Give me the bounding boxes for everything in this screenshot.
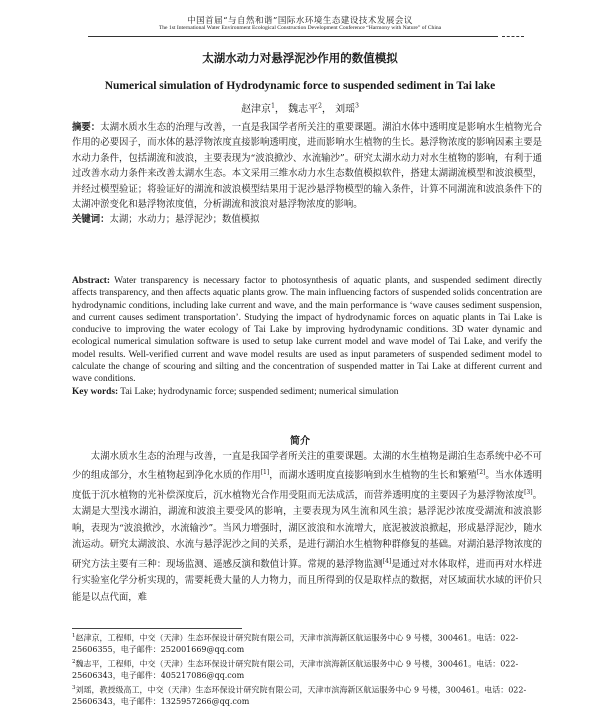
- keywords-en-label: Key words:: [72, 386, 119, 397]
- footnote-mark: 2: [72, 659, 76, 665]
- conference-header-cn: 中国首届“与自然和谐”国际水环境生态建设技术发展会议: [187, 16, 413, 26]
- intro-text: 太湖水质水生态的治理与改善，一直是我国学者所关注的重要课题。太湖的水生植物是湖泊生态系统中必不可少的组成部分，水生植物起到净化水质的作用: [72, 451, 542, 482]
- conference-header-en: The 1st International Water Environment Ecological Construction Development Conference “Harmony with Nature” of China: [158, 25, 442, 31]
- header-rule: [88, 36, 498, 37]
- author-name: 刘瑶: [335, 104, 356, 115]
- citation-ref: [1]: [260, 469, 270, 477]
- footnote: [72, 683, 542, 708]
- author-name: 魏志平: [288, 104, 319, 115]
- author-mark: 2: [318, 102, 322, 110]
- author-mark: 1: [271, 102, 275, 110]
- footnote-text: 赵津京，工程师，中交（天津）生态环保设计研究院有限公司，天津市滨海新区航运服务中心 9 号楼，300461。电话：022-25606355，电子邮件：252001669@qq.com: [72, 633, 519, 655]
- author-name: 赵津京: [241, 104, 272, 115]
- intro-text: 是通过对水体取样，进而再对水样进行实验室化学分析实现的，需要耗费大量的人力物力，而且所得到的仅是取样点的数据，对区域面状水域的评价只能是以点代面，难: [72, 558, 542, 603]
- keywords-cn: 太湖；水动力；悬浮泥沙；数值模拟: [109, 214, 260, 226]
- citation-ref: [4]: [382, 557, 392, 565]
- footnote-text: 刘瑶，教授级高工，中交（天津）生态环保设计研究院有限公司，天津市滨海新区航运服务中心 9 号楼，300461。电话：022-25606343，电子邮件：1325957266@qq.com: [72, 685, 527, 707]
- intro-heading: 简介: [290, 436, 310, 447]
- abstract-en: [72, 275, 542, 398]
- abstract-en-text: Water transparency is necessary factor to photosynthesis of aquatic plants, and suspended sediment directly affects transparency, and then affects aquatic plants grow. The main influencing factors of suspended solids concentration are hydrodynamic conditions, including lake current and wave, and the main performance is ‘wave causes sediment suspension, and current causes sediment transportation’. Studying the impact of hydrodynamic forces on aquatic plants in Tai Lake is conducive to improving the water ecology of Tai Lake by improving hydrodynamic conditions. 3D water dynamic and ecological numerical simulation software is used to setup lake current model and wave model of Tai Lake, and verify the model results. Well-verified current and wave model results are used as input parameters of suspended sediment model to calculate the change of scouring and silting and the concentration of suspended matter in Tai Lake at different current and wave conditions.: [72, 276, 542, 385]
- citation-ref: [3]: [524, 488, 533, 496]
- header-rule-dashed: [502, 36, 524, 37]
- author-list: 赵津京$^1$， 魏志平$^2$， 刘瑶$^3$: [241, 102, 359, 115]
- intro-paragraph: [72, 449, 542, 606]
- abstract-cn-text: 太湖水质水生态的治理与改善，一直是我国学者所关注的重要课题。湖泊水体中透明度是影响水生植物光合作用的必要因子，而水体的悬浮物浓度直接影响透明度，进而影响水生植物的生长。悬浮物浓度的影响因素主要是水动力条件，包括湖流和波浪，主要表现为“波浪掀沙、水流输沙”。研究太湖水动力对水生植物的影响，有利于通过改善水动力条件来改善太湖水生态。本文采用三维水动力水生态数值模拟软件，搭建太湖湖流模型和波浪模型，并经过模型验证；将验证好的湖流和波浪模型结果用于泥沙悬浮物模型的输入条件，计算不同湖流和波浪条件下的太湖冲淤变化和悬浮物浓度值，分析湖流和波浪对悬浮物浓度的影响。: [72, 122, 542, 211]
- abstract-cn: [72, 120, 542, 228]
- footnote: [72, 631, 542, 656]
- citation-ref: [2]: [476, 469, 486, 477]
- footnote-mark: 3: [72, 685, 76, 691]
- author-mark: 3: [355, 102, 359, 110]
- footnote-text: 魏志平，工程师，中交（天津）生态环保设计研究院有限公司，天津市滨海新区航运服务中心 9 号楼，300461。电话：022-25606343，电子邮件：405217086@qq.com: [72, 659, 519, 681]
- paper-title-cn: 太湖水动力对悬浮泥沙作用的数值模拟: [202, 51, 398, 65]
- footnote-rule: [72, 628, 242, 629]
- intro-text: 。太湖是大型浅水湖泊，湖流和波浪主要受风的影响，主要表现为风生流和风生浪；悬浮泥沙浓度受湖流和波浪影响，表现为“波浪掀沙，水流输沙”。当风力增强时，湖区波浪和水流增大，底泥被波浪掀起，形成悬浮泥沙，随水流运动。研究太湖波浪、水流与悬浮泥沙之间的关系，是进行湖泊水生植物种群修复的基础。对湖泊悬浮物浓度的研究方法主要有三种：现场监测、遥感反演和数值计算。常规的悬浮物监测: [72, 490, 542, 570]
- abstract-cn-label: 摘要：: [72, 122, 101, 133]
- keywords-en: Tai Lake; hydrodynamic force; suspended sediment; numerical simulation: [120, 386, 399, 397]
- paper-title-en: Numerical simulation of Hydrodynamic force to suspended sediment in Tai lake: [104, 80, 496, 92]
- footnote: [72, 657, 542, 682]
- keywords-cn-label: 关键词：: [72, 214, 110, 226]
- abstract-en-label: Abstract:: [72, 276, 111, 286]
- intro-text: ，而湖水透明度直接影响到水生植物的生长和繁殖: [269, 470, 477, 482]
- footnote-mark: 1: [72, 633, 76, 639]
- intro-text: 。当水体透明度低于沉水植物的光补偿深度后，沉水植物光合作用受阻而无法成活，而营养透明度的主要因子为悬浮物浓度: [72, 470, 542, 502]
